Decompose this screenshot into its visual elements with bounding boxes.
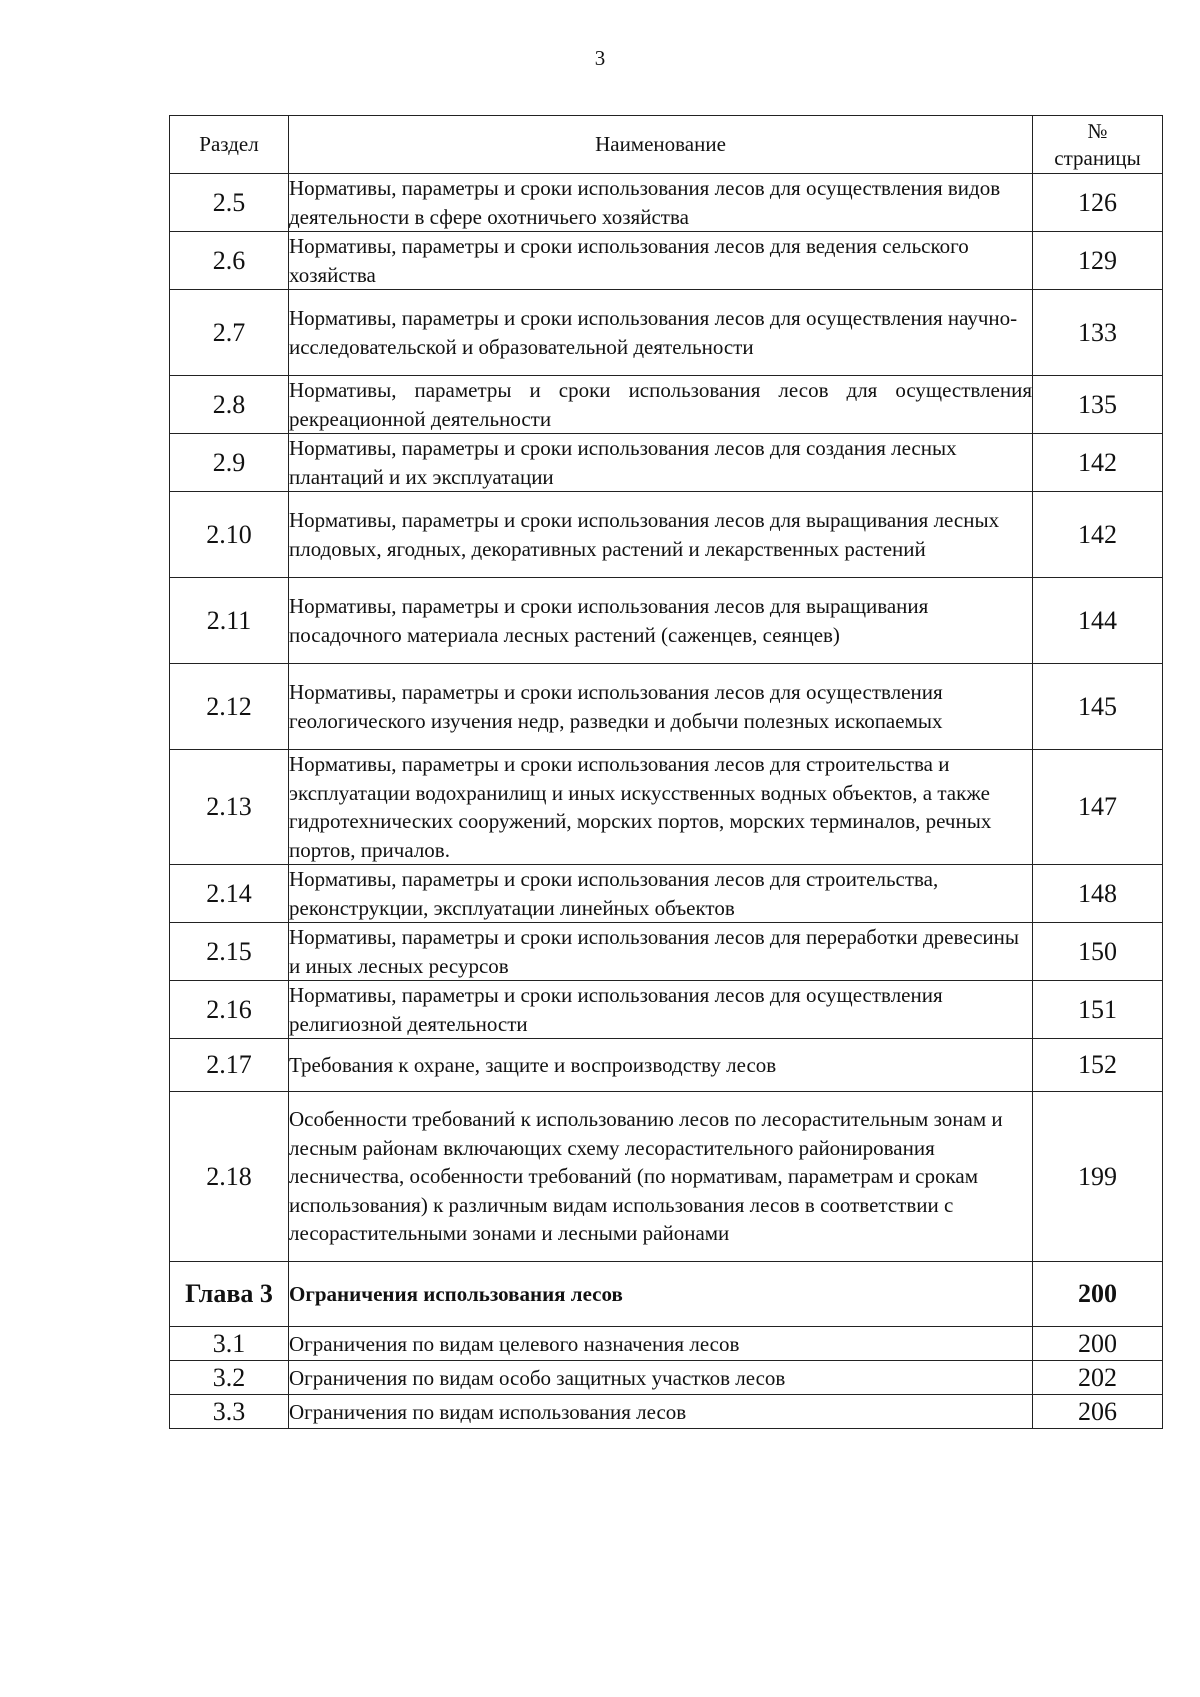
row-section: 2.18	[170, 1092, 289, 1262]
row-section: 2.7	[170, 290, 289, 376]
row-title: Ограничения по видам использования лесов	[289, 1395, 1033, 1429]
table-row	[170, 1039, 1163, 1092]
row-section: 2.5	[170, 174, 289, 232]
row-section: 2.15	[170, 923, 289, 981]
row-page: 202	[1033, 1361, 1163, 1395]
row-page: 145	[1033, 664, 1163, 750]
chapter-section: Глава 3	[170, 1262, 289, 1327]
row-section: 2.14	[170, 865, 289, 923]
chapter-row	[170, 1262, 1163, 1327]
row-page: 142	[1033, 434, 1163, 492]
row-section: 3.3	[170, 1395, 289, 1429]
table-row	[170, 664, 1163, 750]
row-page: 147	[1033, 750, 1163, 865]
row-title: Нормативы, параметры и сроки использования лесов для осуществления религиозной деятельности	[289, 981, 1033, 1039]
table-header-row	[170, 116, 1163, 174]
table-row	[170, 750, 1163, 865]
row-title: Нормативы, параметры и сроки использования лесов для выращивания посадочного материала лесных растений (саженцев, сеянцев)	[289, 578, 1033, 664]
table-row	[170, 1092, 1163, 1262]
row-title: Ограничения по видам целевого назначения лесов	[289, 1327, 1033, 1361]
row-section: 2.9	[170, 434, 289, 492]
chapter-page: 200	[1033, 1262, 1163, 1327]
table-row	[170, 290, 1163, 376]
row-section: 2.16	[170, 981, 289, 1039]
header-page	[1033, 116, 1163, 174]
table-row	[170, 434, 1163, 492]
row-title: Нормативы, параметры и сроки использования лесов для создания лесных плантаций и их эксплуатации	[289, 434, 1033, 492]
row-section: 3.2	[170, 1361, 289, 1395]
row-page: 206	[1033, 1395, 1163, 1429]
row-section: 3.1	[170, 1327, 289, 1361]
row-section: 2.13	[170, 750, 289, 865]
table-row	[170, 981, 1163, 1039]
row-title: Нормативы, параметры и сроки использования лесов для выращивания лесных плодовых, ягодных, декоративных растений и лекарственных растений	[289, 492, 1033, 578]
row-section: 2.11	[170, 578, 289, 664]
row-page: 144	[1033, 578, 1163, 664]
row-page: 133	[1033, 290, 1163, 376]
row-title: Нормативы, параметры и сроки использования лесов для осуществления научно-исследовательской и образовательной деятельности	[289, 290, 1033, 376]
row-page: 152	[1033, 1039, 1163, 1092]
table-row	[170, 1361, 1163, 1395]
row-page: 199	[1033, 1092, 1163, 1262]
row-section: 2.8	[170, 376, 289, 434]
row-title: Ограничения по видам особо защитных участков лесов	[289, 1361, 1033, 1395]
row-section: 2.12	[170, 664, 289, 750]
row-title: Нормативы, параметры и сроки использования лесов для строительства и эксплуатации водохранилищ и иных искусственных водных объектов, а также гидротехнических сооружений, морских портов, морских терминалов, речных портов, причалов.	[289, 750, 1033, 865]
table-row	[170, 923, 1163, 981]
row-title: Требования к охране, защите и воспроизводству лесов	[289, 1039, 1033, 1092]
row-title: Нормативы, параметры и сроки использования лесов для осуществления видов деятельности в сфере охотничьего хозяйства	[289, 174, 1033, 232]
row-page: 129	[1033, 232, 1163, 290]
table-row	[170, 174, 1163, 232]
row-page: 148	[1033, 865, 1163, 923]
table-row	[170, 376, 1163, 434]
table-row	[170, 492, 1163, 578]
header-title: Наименование	[289, 116, 1033, 174]
table-row	[170, 232, 1163, 290]
row-page: 126	[1033, 174, 1163, 232]
header-section: Раздел	[170, 116, 289, 174]
table-row	[170, 865, 1163, 923]
row-page: 150	[1033, 923, 1163, 981]
row-page: 135	[1033, 376, 1163, 434]
row-title: Нормативы, параметры и сроки использования лесов для осуществления геологического изучения недр, разведки и добычи полезных ископаемых	[289, 664, 1033, 750]
row-title: Нормативы, параметры и сроки использования лесов для ведения сельского хозяйства	[289, 232, 1033, 290]
row-title: Особенности требований к использованию лесов по лесорастительным зонам и лесным районам включающих схему лесорастительного районирования лесничества, особенности требований (по нормативам, параметрам и срокам использования) к различным видам использования лесов в соответствии с лесорастительными зонами и лесными районами	[289, 1092, 1033, 1262]
page-number: 3	[594, 46, 606, 70]
row-title: Нормативы, параметры и сроки использования лесов для осуществления рекреационной деятельности	[289, 376, 1033, 434]
table-row	[170, 578, 1163, 664]
row-page: 151	[1033, 981, 1163, 1039]
row-section: 2.17	[170, 1039, 289, 1092]
table-of-contents	[169, 115, 1163, 1429]
table-row	[170, 1395, 1163, 1429]
row-title: Нормативы, параметры и сроки использования лесов для строительства, реконструкции, эксплуатации линейных объектов	[289, 865, 1033, 923]
row-page: 200	[1033, 1327, 1163, 1361]
header-page-line2: страницы	[1054, 145, 1141, 170]
row-title: Нормативы, параметры и сроки использования лесов для переработки древесины и иных лесных ресурсов	[289, 923, 1033, 981]
row-section: 2.10	[170, 492, 289, 578]
row-page: 142	[1033, 492, 1163, 578]
header-page-line1: №	[1087, 118, 1108, 143]
row-section: 2.6	[170, 232, 289, 290]
chapter-title: Ограничения использования лесов	[289, 1262, 1033, 1327]
table-row	[170, 1327, 1163, 1361]
